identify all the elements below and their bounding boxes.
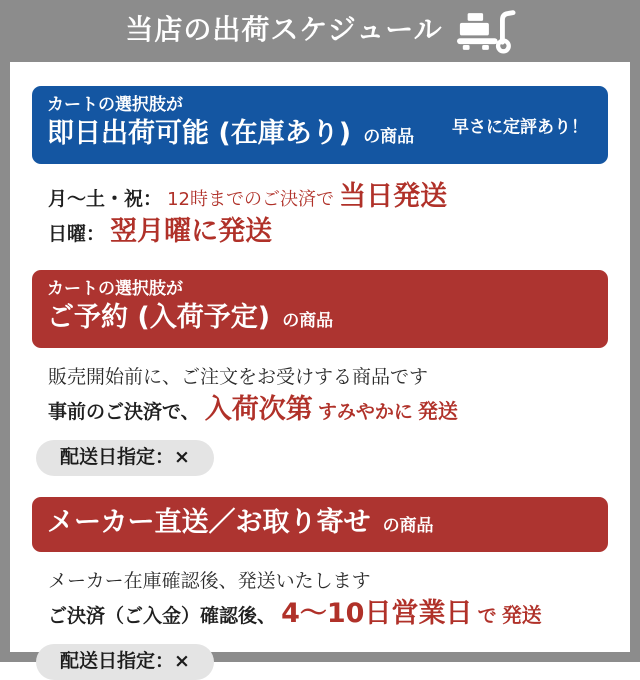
sunday-label: 日曜： <box>48 223 106 245</box>
banner-backorder-suffix: の商品 <box>382 516 434 536</box>
info-instock-line1 <box>48 181 610 216</box>
banner-preorder-suffix: の商品 <box>282 311 334 331</box>
preorder-desc: 販売開始前に、ご注文をお受けする商品です <box>48 366 429 388</box>
info-preorder-line2 <box>48 394 610 429</box>
preorder-highlight: 入荷次第 <box>204 394 313 425</box>
info-instock-line2 <box>48 216 610 251</box>
banner-instock-suffix: の商品 <box>363 127 415 147</box>
banner-instock-line1: カートの選択肢が <box>47 95 183 115</box>
info-backorder-line1 <box>48 565 610 598</box>
info-backorder <box>48 565 610 633</box>
header <box>0 0 640 62</box>
banner-instock-big: 即日出荷可能 (在庫あり) <box>47 118 352 149</box>
info-preorder <box>48 361 610 429</box>
banner-preorder-line1: カートの選択肢が <box>47 279 183 299</box>
info-preorder-line1 <box>48 361 610 394</box>
page-title: 当店の出荷スケジュール <box>125 13 443 46</box>
backorder-label: ご決済（ご入金）確認後、 <box>48 605 277 627</box>
backorder-desc: メーカー在庫確認後、発送いたします <box>48 570 371 592</box>
info-backorder-line2 <box>48 598 610 633</box>
delivery-date-badge-backorder: 配送日指定：× <box>36 644 214 680</box>
banner-instock-note: 早さに定評あり！ <box>452 117 588 138</box>
banner-preorder-line2 <box>47 300 592 339</box>
info-instock <box>48 181 610 251</box>
backorder-highlight: 4〜10日営業日 <box>281 598 473 629</box>
banner-preorder <box>32 270 608 348</box>
preorder-label: 事前のご決済で、 <box>48 401 200 423</box>
banner-backorder-big: メーカー直送／お取り寄せ <box>47 507 371 538</box>
backorder-tail: 発送 <box>501 603 542 627</box>
delivery-date-badge-preorder: 配送日指定：× <box>36 440 214 476</box>
weekday-label: 月〜土・祝： <box>48 188 163 210</box>
sunday-highlight: 翌月曜に発送 <box>110 216 273 247</box>
content-panel <box>10 62 630 672</box>
weekday-highlight: 当日発送 <box>339 181 448 212</box>
banner-instock <box>32 86 608 164</box>
preorder-tail: 発送 <box>417 399 458 423</box>
hand-truck-icon <box>457 10 515 54</box>
backorder-detail: で <box>477 605 497 627</box>
preorder-detail: すみやかに <box>317 401 413 423</box>
banner-backorder-line <box>47 506 592 543</box>
banner-backorder <box>32 497 608 552</box>
weekday-detail: 12時までのご決済で <box>167 189 335 210</box>
banner-preorder-big: ご予約 (入荷予定) <box>47 302 271 333</box>
